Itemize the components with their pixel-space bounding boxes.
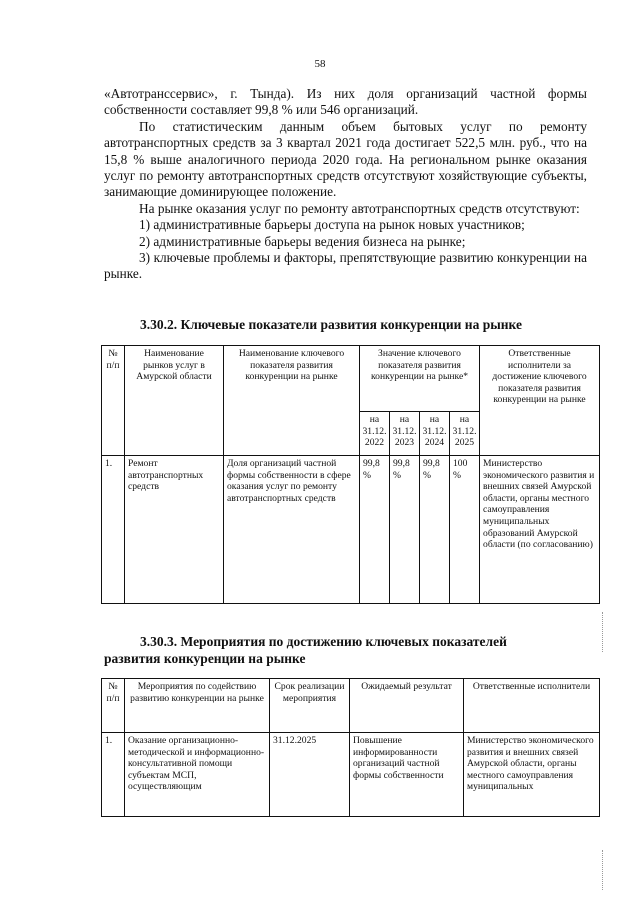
cell-value-2022: 99,8 %	[360, 456, 390, 604]
page-number: 58	[314, 58, 326, 70]
measures-table	[101, 678, 600, 817]
header-responsible: Ответственные исполнители	[464, 679, 600, 733]
scan-artifact	[602, 850, 607, 890]
cell-deadline: 31.12.2025	[270, 733, 350, 817]
header-year-2024: на 31.12. 2024	[420, 412, 450, 456]
list-item-3: 3) ключевые проблемы и факторы, препятствующие развитию конкуренции на рынке.	[104, 250, 587, 282]
table-row	[102, 456, 600, 604]
header-num: № п/п	[102, 679, 125, 733]
header-deadline: Срок реализации мероприятия	[270, 679, 350, 733]
cell-num: 1.	[102, 456, 125, 604]
cell-value-2025: 100 %	[450, 456, 480, 604]
header-year-2025: на 31.12. 2025	[450, 412, 480, 456]
paragraph-1: «Автотранссервис», г. Тында). Из них доля организаций частной формы собственности составляет 99,8 % или 546 организаций.	[104, 86, 587, 118]
cell-num: 1.	[102, 733, 125, 817]
paragraph-2: По статистическим данным объем бытовых услуг по ремонту автотранспортных средств за 3 квартал 2021 года достигает 522,5 млн. руб., что на 15,8 % выше аналогичного периода 2020 года. На региональном рынке оказания услуг по ремонту автотранспортных средств отсутствуют хозяйствующие субъекты, занимающие доминирующее положение.	[104, 118, 587, 200]
section-title-measures-line1: 3.30.3. Мероприятия по достижению ключевых показателей	[140, 634, 507, 649]
cell-indicator: Доля организаций частной формы собственности в сфере оказания услуг по ремонту автотранспортных средств	[224, 456, 360, 604]
list-item-2: 2) административные барьеры ведения бизнеса на рынке;	[139, 233, 466, 249]
header-indicator: Наименование ключевого показателя развития конкуренции на рынке	[224, 346, 360, 456]
cell-market: Ремонт автотранспортных средств	[125, 456, 224, 604]
table-row	[102, 733, 600, 817]
section-title-key-indicators: 3.30.2. Ключевые показатели развития конкуренции на рынке	[140, 317, 522, 332]
header-activity: Мероприятия по содействию развитию конкуренции на рынке	[125, 679, 270, 733]
header-year-2023: на 31.12. 2023	[390, 412, 420, 456]
scan-artifact	[602, 612, 607, 652]
header-num: № п/п	[102, 346, 125, 456]
cell-value-2023: 99,8 %	[390, 456, 420, 604]
header-year-2022: на 31.12. 2022	[360, 412, 390, 456]
cell-result: Повышение информированности организаций частной формы собственности	[350, 733, 464, 817]
cell-responsible: Министерство экономического развития и внешних связей Амурской области, органы местного самоуправления муниципальных образований Амурской области (по согласованию)	[480, 456, 600, 604]
table-header-row	[102, 346, 600, 412]
header-market: Наименование рынков услуг в Амурской области	[125, 346, 224, 456]
section-title-measures-line2: развития конкуренции на рынке	[104, 651, 306, 666]
header-responsible: Ответственные исполнители за достижение ключевого показателя развития конкуренции на рынке	[480, 346, 600, 456]
intro-text	[104, 86, 587, 283]
table-header-row	[102, 679, 600, 733]
paragraph-3: На рынке оказания услуг по ремонту автотранспортных средств отсутствуют:	[139, 200, 580, 216]
header-result: Ожидаемый результат	[350, 679, 464, 733]
cell-activity: Оказание организационно-методической и информационно-консультативной помощи субъектам МСП, осуществляющим	[125, 733, 270, 817]
cell-responsible: Министерство экономического развития и внешних связей Амурской области, органы местного самоуправления муниципальных	[464, 733, 600, 817]
list-item-1: 1) административные барьеры доступа на рынок новых участников;	[139, 217, 525, 233]
cell-value-2024: 99,8 %	[420, 456, 450, 604]
header-values: Значение ключевого показателя развития конкуренции на рынке*	[360, 346, 480, 412]
key-indicators-table	[101, 345, 600, 604]
